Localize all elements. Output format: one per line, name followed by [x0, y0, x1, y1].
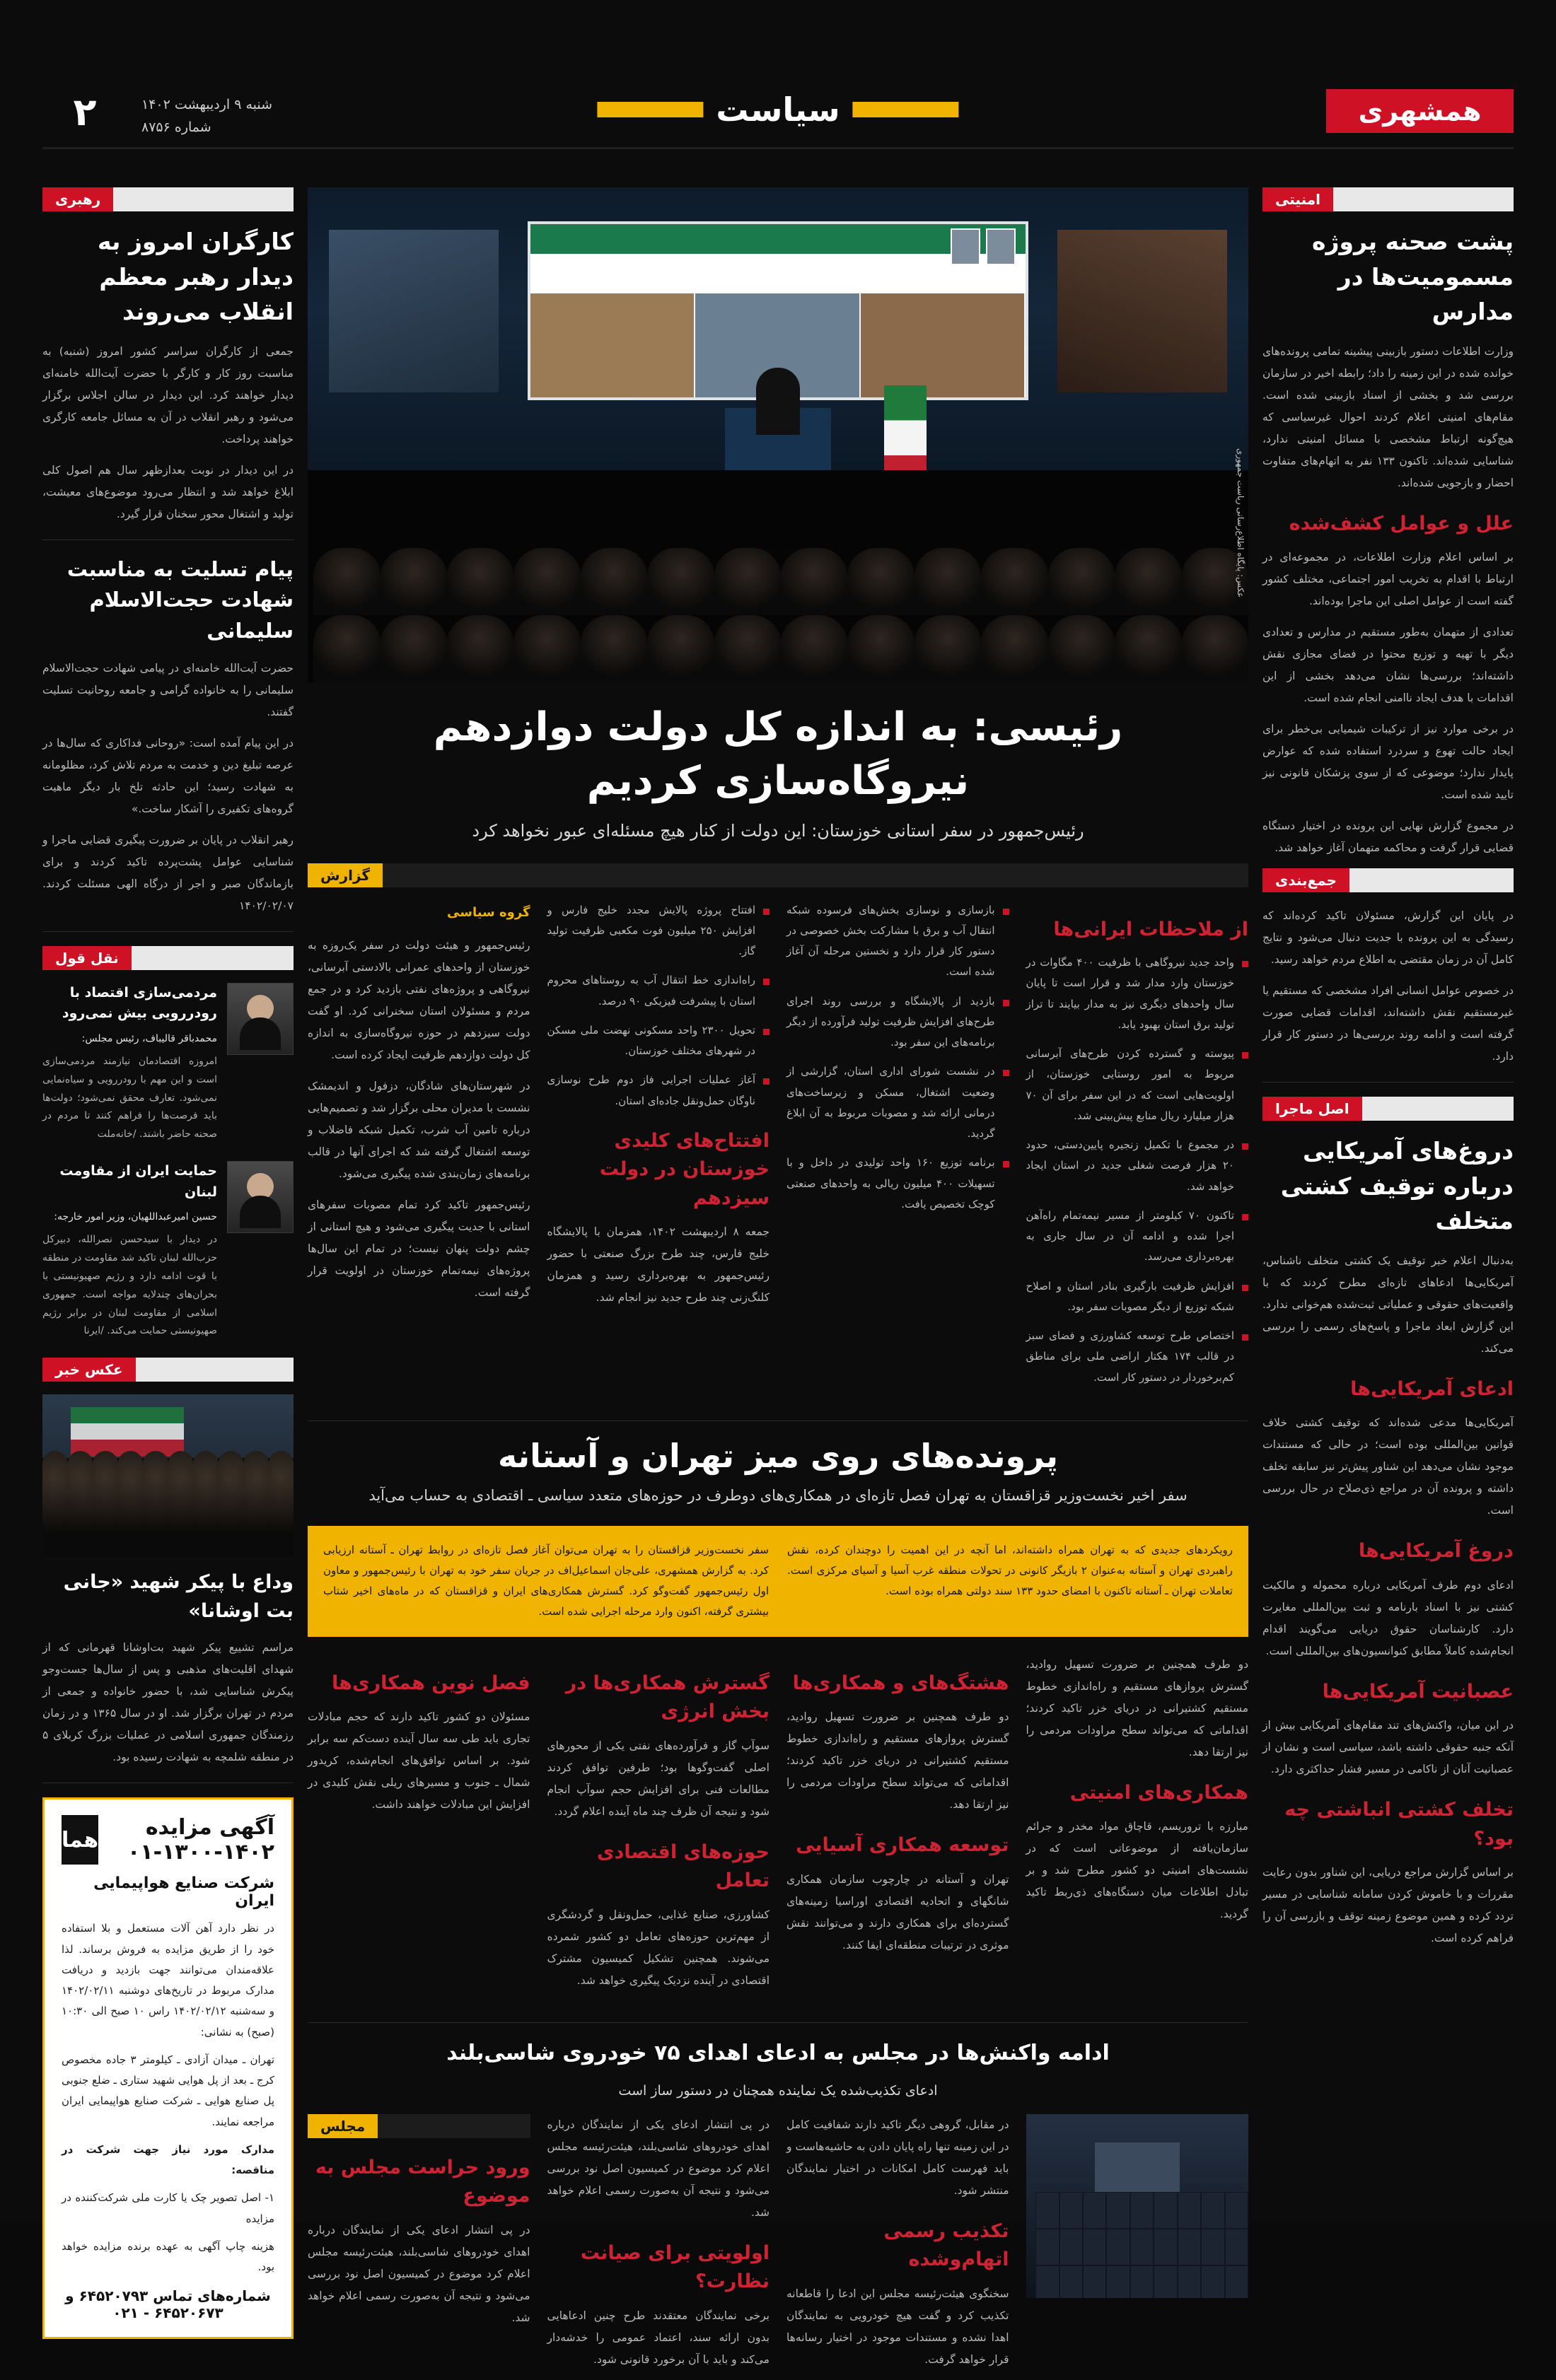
- majlis-deck: ادعای تکذیب‌شده یک نماینده همچنان در دستور ساز است: [618, 2082, 938, 2099]
- feature-col-2: [547, 1654, 770, 2001]
- feature-paragraph-energy: سوآپ گاز و فرآورده‌های نفتی یکی از محورهای اصلی گفت‌وگوها بود؛ طرفین توافق کردند مطالعات فنی برای افزایش حجم سوآپ انجام شود و نتیجه آن ظرف چند ماه آینده اعلام گردد.: [547, 1739, 770, 1818]
- list-item: افزایش ظرفیت بارگیری بنادر استان و اصلاح شبکه توزیع از دیگر مصوبات سفر بود.: [1026, 1276, 1249, 1318]
- paragraph-condolence-2: در این پیام آمده است: «روحانی فداکاری که سال‌ها در عرصه تبلیغ دین و خدمت به مردم تلاش کرد، مظلومانه به شهادت رسید؛ این حادثه تلخ بار دیگر ماهیت گروه‌های تکفیری را آشکار ساخت.»: [42, 737, 294, 815]
- newspaper-logo: [1326, 89, 1514, 133]
- kicker-label: عکس خبر: [42, 1358, 136, 1382]
- feature-paragraph-new-chapter: مسئولان دو کشور تاکید دارند که حجم مبادلات تجاری باید طی سه سال آینده دست‌کم سه برابر شود. بر اساس توافق‌های انجام‌شده، کریدور شمال ـ جنوب و مسیرهای ریلی نقش کلیدی در افزایش این مبادلات خواهند داشت.: [308, 1710, 530, 1812]
- paragraph-claim: آمریکایی‌ها مدعی شده‌اند که توقیف کشتی خلاف قوانین بین‌المللی بوده است؛ در حالی که مستندات موجود نشان می‌دهد این شناور پیش‌تر نیز سابقه تخلف داشته و پرونده آن در مراجع ذی‌صلاح در حال بررسی است.: [1262, 1416, 1514, 1517]
- report-col-3: [786, 900, 1009, 1396]
- section-label: سیاست: [716, 91, 840, 129]
- highlight-text-2: رویکردهای جدیدی که به تهران همراه داشته‌اند، اما آنچه در این اهمیت را دوچندان کرده، نقش راهبردی تهران و آستانه به‌عنوان ۲ بازیگر کانونی در تحولات منطقه غرب آسیا و آسیای مرکزی است. تعاملات تهران ـ آستانه تاکنون با امضای حدود ۱۳۳ سند دولتی همراه بوده است.: [787, 1543, 1233, 1598]
- list-item: بازدید از پالایشگاه و بررسی روند اجرای طرح‌های افزایش ظرفیت تولید فرآورده از دیگر برنامه‌های این سفر بود.: [786, 991, 1009, 1054]
- ad-note: هزینه چاپ آگهی به عهده برنده مزایده خواهد بود.: [62, 2239, 274, 2274]
- quote-card-amirabdollahian: [42, 1161, 294, 1341]
- kicker-strip: [1333, 187, 1514, 211]
- avatar: [227, 983, 294, 1055]
- majlis-photo: [1026, 2114, 1249, 2298]
- list-item: بازسازی و نوسازی بخش‌های فرسوده شبکه انتقال آب و برق با مشارکت بخش خصوصی در دستور کار قرار دارد و نخستین مرحله آن آغاز شده است.: [786, 900, 1009, 983]
- right-column: [1262, 187, 1514, 1959]
- paragraph-violation: بر اساس گزارش مراجع دریایی، این شناور بدون رعایت مقررات و با خاموش کردن سامانه شناسایی در مسیر تردد کرده و همین موضوع زمینه توقف و بازرسی آن را فراهم کرده است.: [1262, 1866, 1514, 1944]
- flag-decoration: [71, 1407, 184, 1457]
- majlis-col-1: [308, 2114, 530, 2380]
- subhead-economy: حوزه‌های اقتصادی تعامل: [596, 1841, 770, 1892]
- majlis-paragraph-1: در پی انتشار ادعای یکی از نمایندگان درباره اهدای خودروهای شاسی‌بلند، هیئت‌رئیسه مجلس اعلام کرد موضوع در کمیسیون اصل نود بررسی می‌شود و نتیجه آن به‌صورت رسمی اعلام خواهد شد.: [308, 2223, 530, 2324]
- paragraph-causes-1: بر اساس اعلام وزارت اطلاعات، در مجموعه‌ای در ارتباط با اقدام به تخریب امور اجتماعی، مختلف کشور گفته است از عوامل اصلی این ماجرا بوده‌اند.: [1262, 551, 1514, 607]
- subhead-priority: اولویتی برای صیانت نظارت؟: [580, 2241, 770, 2293]
- ad-title: آگهی مزایده ۱۴۰۲-۱۳۰۰-۰۱: [127, 1815, 274, 1865]
- majlis-seats: [1026, 2192, 1249, 2298]
- logo-text: همشهری: [1358, 95, 1482, 127]
- ad-subtitle: شرکت صنایع هواپیمایی ایران: [93, 1874, 274, 1911]
- left-column: [42, 187, 294, 2339]
- quote-title: حمایت ایران از مقاومت لبنان: [59, 1163, 217, 1200]
- page-number: ۲: [73, 89, 97, 134]
- subhead-lie: دروغ آمریکایی‌ها: [1358, 1540, 1514, 1562]
- backdrop-portraits: [951, 228, 1016, 265]
- report-col-4: [1026, 900, 1249, 1396]
- subhead-new-chapter: فصل نوین همکاری‌ها: [332, 1672, 530, 1694]
- divider: [1262, 1082, 1514, 1083]
- article-title-poisoning: پشت صحنه پروژه مسمومیت‌ها در مدارس: [1312, 228, 1514, 325]
- paragraph-workers-1: جمعی از کارگران سراسر کشور امروز (شنبه) به مناسبت روز کار و کارگر با حضرت آیت‌الله خامنه‌ای دیدار خواهند کرد. این دیدار در سالن اجلاس برگزار می‌شود و رهبر انقلاب در آن به مسائل جامعه کارگری خواهند پرداخت.: [42, 344, 294, 445]
- page-number-box: [42, 83, 127, 140]
- ad-requirement-1: ۱- اصل تصویر چک یا کارت ملی شرکت‌کننده در مزایده: [62, 2191, 274, 2225]
- center-column: [308, 187, 1248, 2380]
- subhead-violation: تخلف کشتی انباشتی چه بود؟: [1284, 1799, 1514, 1850]
- ad-paragraph-2: تهران ـ میدان آزادی ـ کیلومتر ۳ جاده مخصوص کرج ـ بعد از پل هوایی شهید ستاری ـ ضلع جنوبی پل صنایع هوایی ـ شرکت صنایع هواپیمایی ایران مراجعه نمایند.: [62, 2053, 274, 2128]
- list-item: واحد جدید نیروگاهی با ظرفیت ۴۰۰ مگاوات در خوزستان وارد مدار شد و قرار است تا پایان سال واحدهای دیگری نیز به مدار بیایند تا تراز تولید برق استان بهبود یابد.: [1026, 952, 1249, 1035]
- main-photo: [308, 187, 1248, 682]
- kicker-label: اصل ماجرا: [1262, 1097, 1362, 1121]
- section-bar-right: [597, 102, 703, 117]
- list-item: افتتاح پروژه پالایش مجدد خلیج فارس و افزایش ۲۵۰ میلیون فوت مکعبی ظرفیت تولید گاز.: [547, 900, 770, 962]
- quote-card-ghalibaf: [42, 983, 294, 1144]
- divider: [308, 2022, 1248, 2023]
- kicker-label: نقل قول: [42, 946, 132, 970]
- kicker-photo-news: [42, 1358, 294, 1382]
- majlis-col-4: [1026, 2114, 1249, 2380]
- masthead: [42, 83, 1514, 149]
- majlis-columns: [308, 2114, 1248, 2380]
- section-bar-left: [853, 102, 959, 117]
- majlis-col-3: [786, 2114, 1009, 2380]
- speaker-figure: [756, 368, 800, 435]
- paragraph-causes-2: تعدادی از متهمان به‌طور مستقیم در مدارس و تعدادی دیگر با تهیه و توزیع محتوا در فضای مجازی نقش داشته‌اند؛ بررسی‌ها نشان می‌دهد بخشی از این اقدامات با هدف ایجاد ناامنی انجام شده است.: [1262, 626, 1514, 704]
- photo-crowd: [42, 1451, 294, 1557]
- paragraph-workers-2: در این دیدار در نوبت بعدازظهر سال هم اصول کلی ابلاغ خواهد شد و انتظار می‌رود موضوع‌های معیشت، تولید و اشتغال محور سخنان قرار گیرد.: [42, 463, 294, 520]
- kicker-strip: [1362, 1097, 1514, 1121]
- kicker-security: [1262, 187, 1514, 211]
- article-lead-ship: به‌دنبال اعلام خبر توقیف یک کشتی متخلف ناشناس، آمریکایی‌ها ادعاهای تازه‌ای مطرح کردند که با واقعیت‌های حقوقی و عملیاتی ثبت‌شده هم‌خوانی ندارد. این گزارش ابعاد ماجرا و پاسخ‌های رسمی را بررسی می‌کند.: [1262, 1254, 1514, 1355]
- report-body-2: در شهرستان‌های شادگان، دزفول و اندیمشک نشست با مدیران محلی برگزار شد و تصمیم‌هایی درباره تامین آب شرب، تکمیل شبکه فاضلاب و توسعه اشتغال گرفته شد که اجرای آنها در قالب برنامه‌های زمان‌بندی شده پیگیری می‌شود.: [308, 1079, 530, 1180]
- auction-advertisement: [42, 1797, 294, 2339]
- homa-logo-icon: هما: [62, 1815, 98, 1865]
- feature-col-4: [1026, 1654, 1249, 2001]
- kicker-leadership: [42, 187, 294, 211]
- feature-col-1: [308, 1654, 530, 2001]
- feature-paragraph-asian: تهران و آستانه در چارچوب سازمان همکاری شانگهای و اتحادیه اقتصادی اوراسیا زمینه‌های گسترده‌ای برای همکاری دارند و می‌توانند نقش موثری در ترتیبات منطقه‌ای ایفا کنند.: [786, 1872, 1009, 1952]
- feature-paragraph-extra-1: دو طرف همچنین بر ضرورت تسهیل روادید، گسترش پروازهای مستقیم و راه‌اندازی خطوط مستقیم کشتیرانی در دریای خزر تاکید کردند؛ اقداماتی که می‌تواند سطح مراودات مردمی را نیز ارتقا دهد.: [1026, 1657, 1248, 1758]
- list-item: راه‌اندازی خط انتقال آب به روستاهای محروم استان با پیشرفت فیزیکی ۹۰ درصد.: [547, 970, 770, 1012]
- divider: [42, 539, 294, 540]
- audience: [308, 470, 1248, 682]
- subhead-asian-coop: توسعه همکاری آسیایی: [796, 1834, 1009, 1857]
- kicker-strip: [113, 187, 294, 211]
- list-item: برنامه توزیع ۱۶۰ واحد تولیدی در داخل و با تسهیلات ۴۰۰ میلیون ریالی به واحدهای صنعتی کوچک تخصیص یافت.: [786, 1153, 1009, 1215]
- kicker-strip: [132, 946, 294, 970]
- subhead-claim: ادعای آمریکایی‌ها: [1350, 1377, 1514, 1400]
- bullet-list-col4: [1026, 952, 1249, 1388]
- kicker-strip: [378, 2114, 530, 2138]
- subhead-denial: تکذیب رسمی اتهام‌وشده: [883, 2219, 1009, 2271]
- majlis-paragraph-3: برخی نمایندگان معتقدند طرح چنین ادعاهایی بدون ارائه سند، اعتماد عمومی را خدشه‌دار می‌کند و باید با آن برخورد قانونی شود.: [547, 2309, 770, 2366]
- feature-highlight-band: [308, 1526, 1248, 1637]
- paragraph-causes-4: در مجموع گزارش نهایی این پرونده در اختیار دستگاه قضایی قرار گرفت و محاکمه متهمان آغاز خواهد شد.: [1262, 819, 1514, 854]
- list-item: پیوسته و گسترده کردن طرح‌های آبرسانی مربوط به امور روستایی خوزستان، از اولویت‌هایی است که در این سفر برای آن ۷۰ هزار میلیارد ریال منابع پیش‌بینی شد.: [1026, 1044, 1249, 1126]
- paragraph-summary-1: در پایان این گزارش، مسئولان تاکید کرده‌اند که رسیدگی به این پرونده با جدیت دنبال می‌شود و نتایج کامل آن در زمان مقتضی به اطلاع مردم خواهد رسید.: [1262, 909, 1514, 966]
- issue-info: [141, 93, 272, 139]
- article-title-condolence: پیام تسلیت به مناسبت شهادت حجت‌الاسلام سلیمانی: [66, 556, 294, 643]
- kicker-label: گزارش: [308, 863, 383, 887]
- majlis-headline: ادامه واکنش‌ها در مجلس به ادعای اهدای ۷۵ خودروی شاسی‌بلند: [446, 2040, 1110, 2065]
- kicker-strip: [1349, 868, 1514, 892]
- feature-deck: سفر اخیر نخست‌وزیر قزاقستان به تهران فصل تازه‌ای در همکاری‌های دوطرف در حوزه‌های متعدد سیاسی ـ اقتصادی به حساب می‌آید: [368, 1486, 1188, 1504]
- majlis-col-2: [547, 2114, 770, 2380]
- main-deck: رئیس‌جمهور در سفر استانی خوزستان: این دولت از کنار هیچ مسئله‌ای عبور نخواهد کرد: [472, 821, 1084, 841]
- subhead-security-coop: همکاری‌های امنیتی: [1069, 1781, 1248, 1804]
- report-body-3: رئیس‌جمهور تاکید کرد تمام مصوبات سفرهای استانی با جدیت پیگیری می‌شود و هیچ استانی از چشم دولت پنهان نیست؛ در تمام این سال‌ها پروژه‌های نیمه‌تمام خوزستان در اولویت قرار گرفته است.: [308, 1198, 530, 1299]
- article-title-workers: کارگران امروز به دیدار رهبر معظم انقلاب می‌روند: [98, 228, 294, 325]
- majlis-paragraph-2: سخنگوی هیئت‌رئیسه مجلس این ادعا را قاطعانه تکذیب کرد و گفت هیچ خودرویی به نمایندگان اهدا نشده و مستندات موجود در اختیار رسانه‌ها قرار خواهد گرفت.: [786, 2287, 1009, 2366]
- kicker-strip: [383, 863, 1248, 887]
- feature-paragraph-hashtags: دو طرف همچنین بر ضرورت تسهیل روادید، گسترش پروازهای مستقیم و راه‌اندازی خطوط مستقیم کشتیرانی در دریای خزر تاکید کردند؛ اقداماتی که می‌تواند سطح مراودات مردمی را نیز ارتقا دهد.: [786, 1710, 1009, 1812]
- photo-side-right: [1057, 230, 1227, 392]
- bullet-list-col2: [547, 900, 770, 1112]
- kicker-quote: [42, 946, 294, 970]
- kicker-story: [1262, 1097, 1514, 1121]
- list-item: تاکنون ۷۰ کیلومتر از مسیر نیمه‌تمام راه‌آهن اجرا شده و ادامه آن در سال جاری به بهره‌برداری می‌رسد.: [1026, 1206, 1249, 1268]
- bullet-list-col3: [786, 900, 1009, 1215]
- ad-header: [62, 1815, 274, 1865]
- kicker-label: امنیتی: [1262, 187, 1333, 211]
- issue-date: شنبه ۹ اردیبهشت ۱۴۰۲: [141, 97, 273, 112]
- feature-paragraph-economy: کشاورزی، صنایع غذایی، حمل‌ونقل و گردشگری از مهم‌ترین حوزه‌های تعامل دو کشور شمرده می‌شوند. همچنین تشکیل کمیسیون مشترک اقتصادی در آینده نزدیک پیگیری خواهد شد.: [547, 1908, 770, 1987]
- subhead-causes: علل و عوامل کشف‌شده: [1289, 512, 1514, 535]
- subhead-openings: افتتاح‌های کلیدی خوزستان در دولت سیزدهم: [599, 1129, 770, 1209]
- photo-news-image: [42, 1394, 294, 1557]
- section-tag: [597, 91, 958, 129]
- majlis-paragraph-4: در مقابل، گروهی دیگر تاکید دارند شفافیت کامل در این زمینه تنها راه پایان دادن به حاشیه‌هاست و باید فهرست کامل امکانات در اختیار نمایندگان منتشر شود.: [786, 2118, 1009, 2197]
- issue-number: شماره ۸۷۵۶: [141, 119, 211, 136]
- paragraph-condolence-1: حضرت آیت‌الله خامنه‌ای در پیامی شهادت حجت‌الاسلام سلیمانی را به خانواده گرامی و جامعه روحانیت تسلیت گفتند.: [42, 662, 294, 718]
- list-item: اختصاص طرح توسعه کشاورزی و فضای سبز در قالب ۱۷۴ هکتار اراضی ملی برای مناطق کم‌برخوردار در دستور کار است.: [1026, 1326, 1249, 1388]
- ad-phone-numbers: شماره‌های تماس ۶۴۵۲۰۷۹۳ و ۶۴۵۲۰۶۷۳ - ۰۲۱: [65, 2287, 271, 2322]
- quote-text: در دیدار با سیدحسن نصرالله، دبیرکل حزب‌الله لبنان تاکید شد مقاومت در منطقه با قوت ادامه دارد و رژیم صهیونیستی با بحران‌های چندلایه مواجه است. جمهوری اسلامی از مقاومت لبنان در برابر رژیم صهیونیستی حمایت می‌کند. /ایرنا: [42, 1233, 217, 1337]
- report-columns: [308, 900, 1248, 1396]
- quote-meta: حسین امیرعبداللهیان، وزیر امور خارجه:: [54, 1211, 217, 1223]
- paragraph-summary-2: در خصوص عوامل انسانی افراد مشخصی که مستقیم یا غیرمستقیم نقش داشته‌اند، اقدامات قضایی صورت گرفته است و ادامه روند بررسی‌ها در دستور کار قرار دارد.: [1262, 984, 1514, 1063]
- avatar: [227, 1161, 294, 1233]
- quote-meta: محمدباقر قالیباف، رئیس مجلس:: [81, 1032, 217, 1044]
- feature-headline: پرونده‌های روی میز تهران و آستانه: [497, 1436, 1059, 1475]
- feature-paragraph-security: مبارزه با تروریسم، قاچاق مواد مخدر و جرائم سازمان‌یافته از موضوعاتی است که در نشست‌های امنیتی دو کشور مطرح شد و بر تبادل اطلاعات میان دستگاه‌های ذی‌ربط تاکید گردید.: [1026, 1820, 1248, 1921]
- ad-paragraph-1: در نظر دارد آهن آلات مستعمل و بلا استفاده خود را از طریق مزایده به فروش برساند. لذا علاقه‌مندان می‌توانند جهت بازدید و دریافت مدارک مربوط در تاریخ‌های دوشنبه ۱۴۰۲/۰۲/۱۱ و سه‌شنبه ۱۴۰۲/۰۲/۱۲ راس ۱۰ صبح الی ۱۰:۳۰ (صبح) به نشانی:: [62, 1922, 274, 2038]
- paragraph-openings: جمعه ۸ اردیبهشت ۱۴۰۲، همزمان با پالایشگاه خلیج فارس، چند طرح بزرگ صنعتی با حضور رئیس‌جمهور به بهره‌برداری رسید و همزمان کلنگ‌زنی چند طرح جدید نیز انجام شد.: [547, 1225, 770, 1305]
- kicker-label: رهبری: [42, 187, 113, 211]
- divider: [42, 931, 294, 932]
- subhead-energy: گسترش همکاری‌ها در بخش انرژی: [565, 1672, 770, 1723]
- photo-side-left: [329, 230, 499, 392]
- list-item: در نشست شورای اداری استان، گزارشی از وضعیت اشتغال، مسکن و زیرساخت‌های درمانی ارائه شد و مصوبات مربوط به آن ابلاغ گردید.: [786, 1061, 1009, 1144]
- ad-requirements-title: مدارک مورد نیاز جهت شرکت در مناقصه:: [62, 2142, 274, 2177]
- main-headline: رئیسی: به اندازه کل دولت دوازدهم نیروگاه‌سازی کردیم: [433, 704, 1123, 804]
- report-lead: رئیس‌جمهور و هیئت دولت در سفر یک‌روزه به خوزستان از واحدهای عمرانی بالادستی آبرسانی، نیروگاهی و پروژه‌های نفتی بازدید کرد و در جمع مردم و مسئولان استان سخنرانی کرد. او گفت دولت سیزدهم در حوزه نیروگاه‌سازی به اندازه کل دولت دوازدهم ظرفیت ایجاد کرده است.: [308, 938, 530, 1061]
- paragraph-causes-3: در برخی موارد نیز از ترکیبات شیمیایی بی‌خطر برای ایجاد حالت تهوع و سردرد استفاده شده که عوارض پایدار ندارد؛ موضوعی که از سوی پزشکان قانونی نیز تایید شده است.: [1262, 723, 1514, 801]
- kicker-summary: [1262, 868, 1514, 892]
- photo-news-caption: وداع با پیکر شهید «جانی بت اوشانا»: [63, 1571, 294, 1622]
- subhead-anger: عصبانیت آمریکایی‌ها: [1322, 1680, 1514, 1703]
- feature-columns: [308, 1654, 1248, 2001]
- report-group: گروه سیاسی: [447, 904, 530, 920]
- kicker-report: [308, 863, 1248, 887]
- report-col-2: [547, 900, 770, 1396]
- subhead-security-entry: ورود حراست مجلس به موضوع: [315, 2156, 530, 2207]
- list-item: تحویل ۲۳۰۰ واحد مسکونی نهضت ملی مسکن در شهرهای مختلف خوزستان.: [547, 1020, 770, 1062]
- feature-col-3: [786, 1654, 1009, 2001]
- kicker-strip: [136, 1358, 294, 1382]
- kicker-majlis: [308, 2114, 530, 2138]
- quote-title: مردمی‌سازی اقتصاد با رودررویی بیش نمی‌رود: [62, 985, 217, 1022]
- subhead-hashtags: هشتگ‌های و همکاری‌ها: [792, 1672, 1009, 1694]
- article-lead-poisoning: وزارت اطلاعات دستور بازبینی پیشینه تمامی پرونده‌های خوانده شده در این زمینه را داد؛ رابطه اخیر در سازمان بررسی شد و بخشی از اسناد بازبینی شده است. مقام‌های امنیتی اعلام کردند احوال غیرسیاسی که هیچ‌گونه ارتباط مشخصی با مسائل امنیتی ندارد، شناسایی شده‌اند. تاکنون ۱۳۳ نفر به اتهام‌های متفاوت احضار و بازجویی شده‌اند.: [1262, 344, 1514, 489]
- list-item: آغاز عملیات اجرایی فاز دوم طرح نوسازی ناوگان حمل‌ونقل جاده‌ای استان.: [547, 1070, 770, 1112]
- report-col-1: [308, 900, 530, 1396]
- kicker-label: مجلس: [308, 2114, 378, 2138]
- majlis-paragraph-1b: در پی انتشار ادعای یکی از نمایندگان درباره اهدای خودروهای شاسی‌بلند، هیئت‌رئیسه مجلس اعلام کرد موضوع در کمیسیون اصل نود بررسی می‌شود و نتیجه آن به‌صورت رسمی اعلام خواهد شد.: [547, 2118, 770, 2219]
- subhead-col4: از ملاحظات ایرانی‌ها: [1053, 918, 1248, 940]
- photo-news-body: مراسم تشییع پیکر شهید بت‌اوشانا قهرمانی که از شهدای اقلیت‌های مذهبی و پس از سال‌ها جست‌وجو پیکرش شناسایی شد، با حضور خانواده و جمعی از مردم در تهران برگزار شد. او در سال ۱۳۶۵ و در زمان رزمندگان جمهوری اسلامی در عملیات بزرگ کربلای ۵ در منطقه شلمچه به شهادت رسیده بود.: [42, 1641, 294, 1764]
- paragraph-condolence-3: رهبر انقلاب در پایان بر ضرورت پیگیری قضایی ماجرا و شناسایی عوامل پشت‌پرده تاکید کردند و برای بازماندگان صبر و اجر از درگاه الهی مسئلت کردند. ۱۴۰۲/۰۲/۰۷: [42, 834, 294, 912]
- quote-text: امروزه اقتصادمان نیازمند مردمی‌سازی است و این مهم با رودررویی و سیاه‌نمایی نمی‌شود. تعارف محقق نمی‌شود؛ دولت‌ها باید فرصت‌ها را فراهم کنند تا مردم در صحنه حاضر باشند. /خانه‌ملت: [42, 1055, 217, 1141]
- paragraph-lie: ادعای دوم طرف آمریکایی درباره محموله و مالکیت کشتی نیز با اسناد بارنامه و ثبت بین‌المللی مغایرت دارد. کارشناسان حقوق دریایی می‌گویند اقدام انجام‌شده کاملاً مطابق کنوانسیون‌های بین‌المللی است.: [1262, 1578, 1514, 1657]
- photo-credit: عکس: پایگاه اطلاع‌رسانی ریاست جمهوری: [1236, 448, 1246, 597]
- highlight-text-1: سفر نخست‌وزیر قزاقستان را به تهران می‌توان آغاز فصل تازه‌ای در روابط تهران ـ آستانه ارزیابی کرد. به گزارش همشهری، علی‌جان اسماعیل‌اف در جریان سفر خود به تهران با رئیس‌جمهور و معاون اول رئیس‌جمهور گفت‌وگو کرد. گسترش همکاری‌های ایران و قزاقستان که در ماه‌های اخیر شتاب بیشتری گرفته، اکنون وارد مرحله اجرایی شده است.: [323, 1543, 769, 1618]
- kicker-label: جمع‌بندی: [1262, 868, 1349, 892]
- article-title-ship: دروغ‌های آمریکایی درباره توقیف کشتی متخلف: [1280, 1137, 1514, 1235]
- paragraph-anger: در این میان، واکنش‌های تند مقام‌های آمریکایی بیش از آنکه جنبه حقوقی داشته باشد، سیاسی است و نشان از عصبانیت آنان از ناکامی در مسیر فشار حداکثری دارد.: [1262, 1719, 1514, 1775]
- list-item: در مجموع با تکمیل زنجیره پایین‌دستی، حدود ۲۰ هزار فرصت شغلی جدید در استان ایجاد خواهد شد.: [1026, 1135, 1249, 1197]
